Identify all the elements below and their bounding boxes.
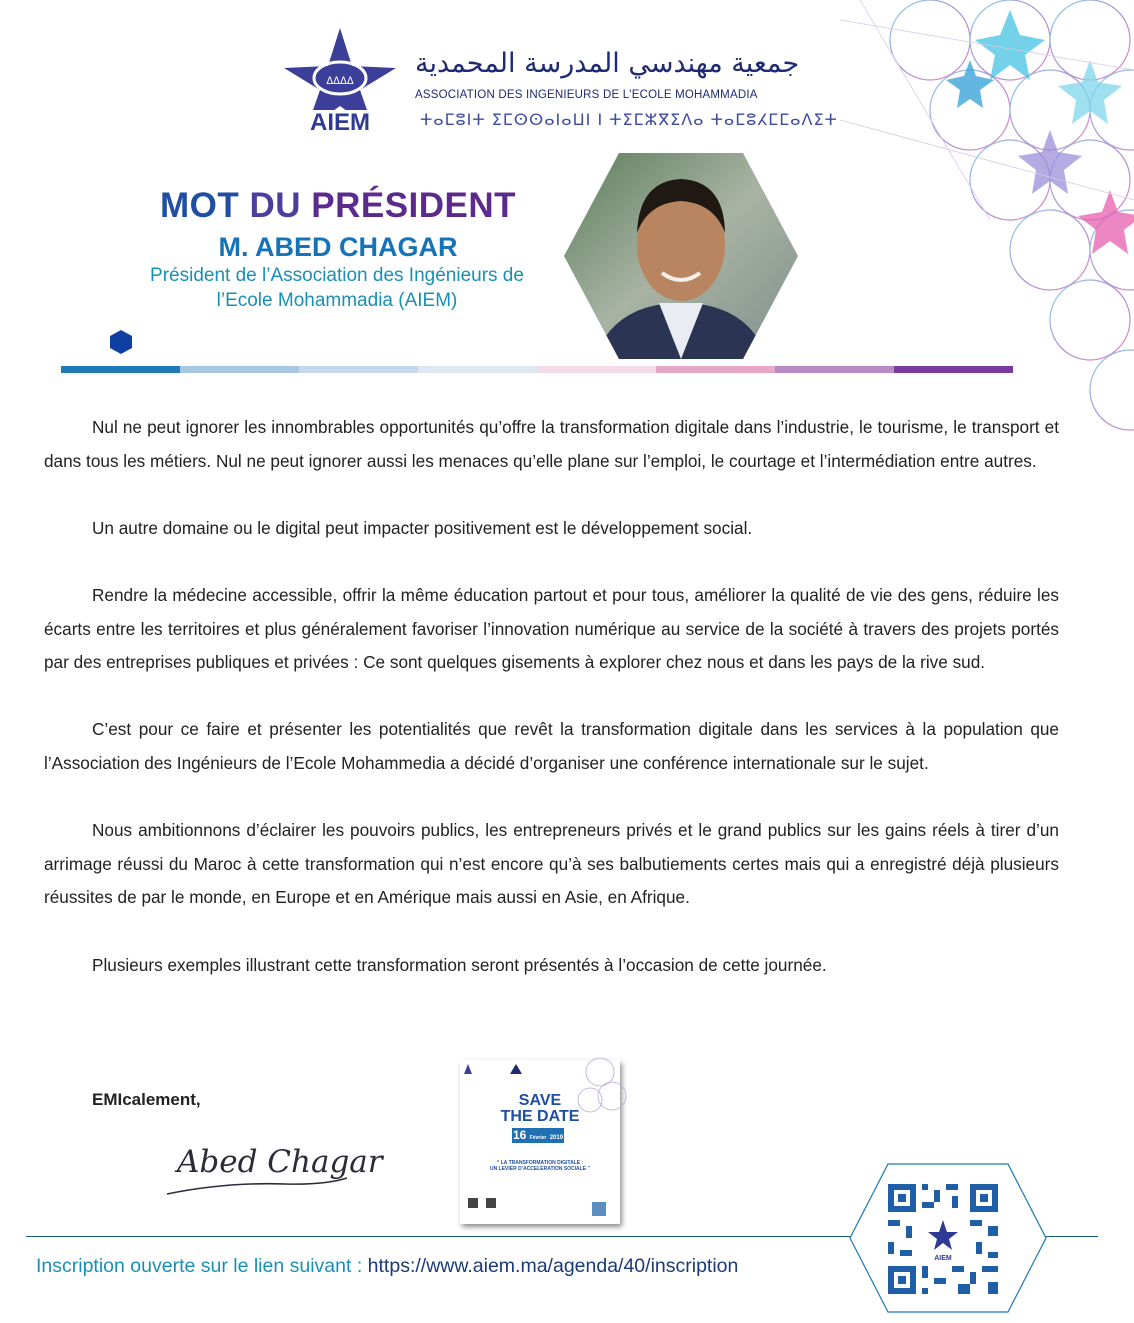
divider-segment [775,366,894,373]
president-role-line1: Président de l’Association des Ingénieurs de [150,265,524,286]
page-title [150,186,526,226]
paragraph: Rendre la médecine accessible, offrir la même éducation partout et pour tous, améliorer la qualité de vie des gens, réduire les écarts entre les territoires et plus généralement favoriser l’innovation numérique au service de la société à travers des projets portés par des entreprises publiques et privées : Ce sont quelques gisements à explorer chez nous et dans les pays de la rive sud. [44,584,1059,673]
paragraph: C’est pour ce faire et présenter les potentialités que revêt la transformation digitale dans les services à la population que l’Association des Ingénieurs de l’Ecole Mohammedia a décidé d’organiser une conférence internationale sur le sujet. [44,719,1059,773]
poster-save: SAVE [518,1092,562,1109]
title-word-mot: MOT [159,186,240,225]
title-word-du: DU [249,186,301,225]
president-name: M. ABED CHAGAR [218,232,458,262]
divider-segment [537,366,656,373]
logo-french-name: ASSOCIATION DES INGENIEURS DE L'ECOLE MOHAMMADIA [415,89,758,101]
paragraph: Plusieurs exemples illustrant cette transformation seront présentés à l’occasion de cette journée. [92,954,827,975]
footer-registration [36,1255,738,1278]
save-the-date-poster[interactable] [460,1060,620,1224]
svg-text:ᐃᐃᐃᐃ: ᐃᐃᐃᐃ [326,76,354,87]
paragraph: Nul ne peut ignorer les innombrables opportunités qu’offre la transformation digitale dans l’industrie, le tourisme, le transport et dans tous les métiers. Nul ne peut ignorer aussi les menaces qu’elle plane sur l’emploi, le courtage et l’intermédiation entre autres. [44,417,1059,471]
poster-theme-line1: “ LA TRANSFORMATION DIGITALE : [496,1160,584,1166]
divider-segment [656,366,775,373]
registration-link[interactable]: https://www.aiem.ma/agenda/40/inscription [367,1255,739,1277]
logo-arabic-name: جمعية مهندسي المدرسة المحمدية [415,48,800,79]
divider-segment [418,366,537,373]
president-photo [564,153,798,359]
logo-tifinagh-name: ⵜⴰⵎⵓⵏⵜ ⵉⵎⵙⵙⴰⵏⴰⵡⵏ ⵏ ⵜⵉⵎⵣⴳⵉⴷⴰ ⵜⴰⵎⵓⵃⵎⵎⴰⴷⵉⵜ [420,110,838,129]
paragraph: Nous ambitionnons d’éclairer les pouvoirs publics, les entrepreneurs privés et le grand publics sur les gains réels à tirer d’un arrimage réussi du Maroc à cette transformation qui n’est encore qu’à ses balbutiements certes mais qui a enregistré déjà plusieurs réussites de par le monde, en Europe et en Amérique mais aussi en Asie, en Afrique. [44,820,1059,908]
poster-theme [460,1160,620,1172]
decorative-pattern [840,0,1134,450]
divider-segment [61,366,180,373]
logo-acronym: AIEM [310,109,370,136]
president-role-line2: l’Ecole Mohammadia (AIEM) [216,290,458,311]
poster-save-text [460,1093,620,1125]
aiem-logo [278,26,402,136]
hexagon-bullet-icon [108,329,134,355]
divider-segment [180,366,299,373]
qr-code[interactable] [848,1162,1048,1314]
president-role [112,263,562,313]
signature [165,1130,383,1200]
color-divider [61,366,1013,373]
poster-the-date: THE DATE [500,1108,580,1125]
divider-segment [299,366,418,373]
divider-segment [894,366,1013,373]
title-word-president: PRÉSIDENT [311,186,517,225]
poster-month: Février [529,1135,547,1141]
poster-date [512,1128,564,1143]
poster-day: 16 [512,1128,527,1142]
footer-label: Inscription ouverte sur le lien suivant : [36,1255,368,1277]
letter-body [44,411,1059,1016]
poster-theme-line2: UN LEVIER D’ACCELERATION SOCIALE ” [490,1166,590,1172]
signature-text: Abed Chagar [177,1144,383,1180]
closing-salutation: EMIcalement, [92,1090,201,1109]
poster-year: 2019 [549,1135,564,1141]
qr-logo-text: AIEM [934,1255,952,1262]
paragraph: Un autre domaine ou le digital peut impacter positivement est le développement social. [92,517,753,538]
